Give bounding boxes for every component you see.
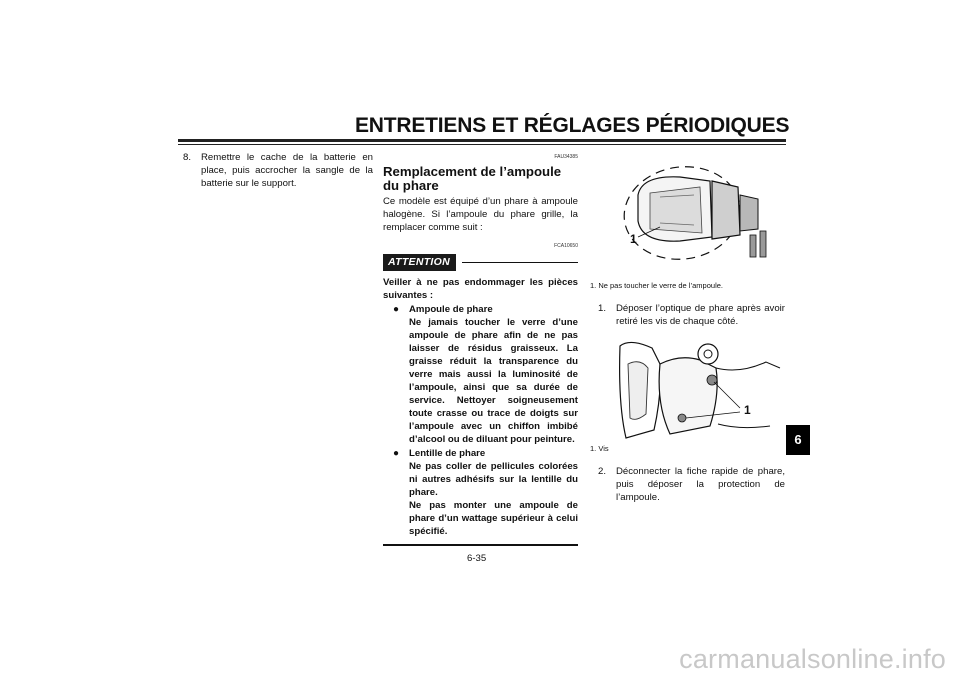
bullet-text: Ne pas monter une ampoule de phare d’un wattage supérieur à celui spécifié. xyxy=(409,500,578,537)
column-1 xyxy=(183,151,373,190)
bullet-text: Ne jamais toucher le verre d’une ampoule de phare afin de ne pas laisser de résidus graisseux. La graisse réduit la transparence du verre mais aussi la luminosité de l’ampoule, ainsi que sa durée de service. Nettoyer soigneusement toute crasse ou trace de doigts sur l’ampoule avec un chiffon imbibé d’alcool ou de diluant pour peinture. xyxy=(409,317,578,445)
step-text: Remettre le cache de la batterie en place, puis accrocher la sangle de la batterie sur le support. xyxy=(201,152,373,189)
title-rule-thin xyxy=(178,144,786,145)
attention-rule xyxy=(462,262,578,264)
page-number: 6-35 xyxy=(467,553,487,564)
title-rule-thick xyxy=(178,139,786,142)
bullet-title: Lentille de phare xyxy=(409,448,486,459)
attention-header xyxy=(383,254,578,271)
bullet-icon: ● xyxy=(393,448,400,459)
callout-label: 1 xyxy=(630,232,637,246)
attention-code: FCA10650 xyxy=(554,243,578,249)
warning-intro: Veiller à ne pas endommager les pièces suivantes : xyxy=(383,277,578,301)
step-number: 2. xyxy=(598,466,607,477)
figure-caption: 1. Vis xyxy=(590,444,609,453)
chapter-tab: 6 xyxy=(786,425,810,455)
column-3 xyxy=(590,151,785,504)
watermark: carmanualsonline.info xyxy=(679,644,946,674)
step-text: Déconnecter la fiche rapide de phare, puis déposer la protection de l’ampoule. xyxy=(616,466,785,503)
step-8 xyxy=(183,151,373,190)
page-title: ENTRETIENS ET RÉGLAGES PÉRIODIQUES xyxy=(355,114,790,137)
intro-text: Ce modèle est équipé d’un phare à ampoule halogène. Si l’ampoule du phare grille, la remplacer comme suit : xyxy=(383,196,578,233)
attention-end-rule xyxy=(383,544,578,546)
attention-badge: ATTENTION xyxy=(383,254,456,271)
step-2 xyxy=(590,465,785,504)
callout-label: 1 xyxy=(744,403,751,417)
section-heading: Remplacement de l’ampoule du phare xyxy=(383,164,562,193)
figure-caption: 1. Ne pas toucher le verre de l’ampoule. xyxy=(590,281,723,290)
column-2 xyxy=(383,151,578,546)
bullet-headlight-lens xyxy=(383,447,578,538)
figure-bulb xyxy=(590,151,785,279)
step-1 xyxy=(590,302,785,328)
step-number: 1. xyxy=(598,303,607,314)
bullet-icon: ● xyxy=(393,304,400,315)
bullet-text: Ne pas coller de pellicules colorées ni autres adhésifs sur la lentille du phare. xyxy=(409,461,578,498)
figure-screws xyxy=(590,334,785,442)
bullet-headlight-bulb xyxy=(383,303,578,446)
bullet-title: Ampoule de phare xyxy=(409,304,493,315)
step-text: Déposer l’optique de phare après avoir retiré les vis de chaque côté. xyxy=(616,303,785,327)
bulb-illustration xyxy=(590,151,785,279)
headlight-illustration xyxy=(590,334,785,442)
step-number: 8. xyxy=(183,152,192,163)
section-code: FAU34385 xyxy=(554,154,578,160)
